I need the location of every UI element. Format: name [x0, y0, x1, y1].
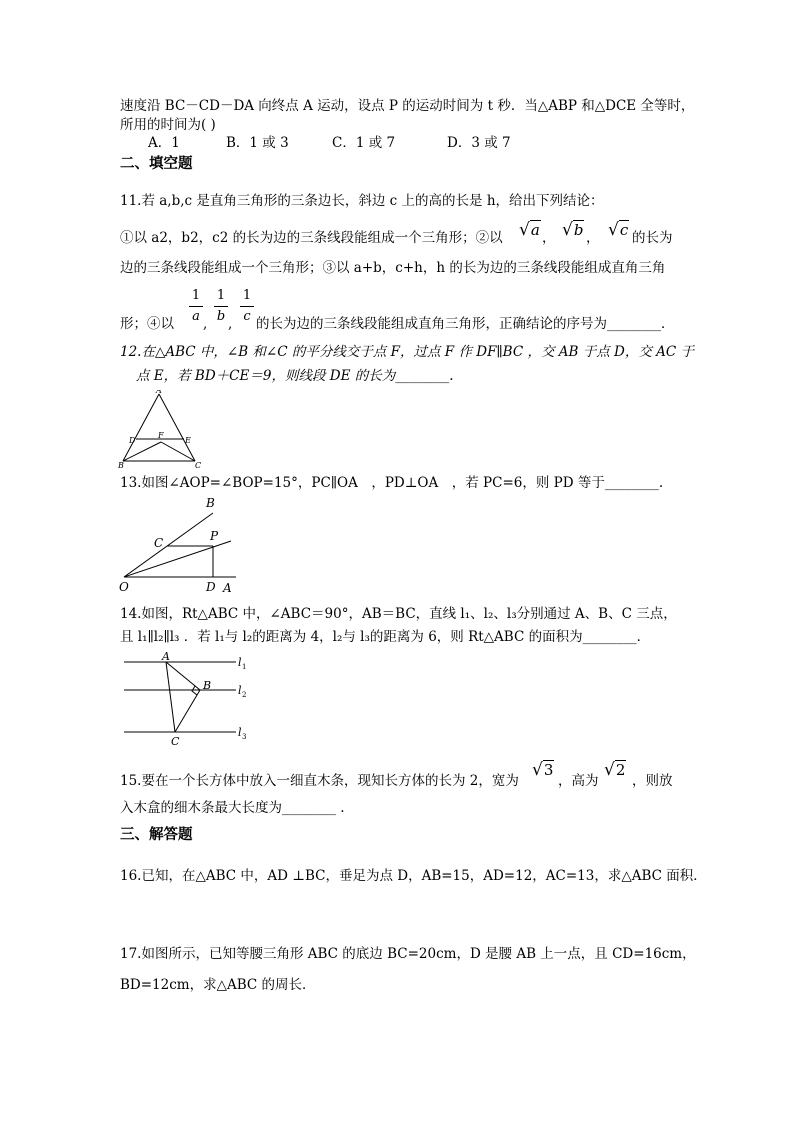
q14-label-b: B — [203, 679, 212, 692]
q14-side-bc — [175, 690, 200, 732]
q10-line2: 所用的时间为( ) — [120, 117, 216, 133]
q14-label-l1: l — [238, 656, 242, 669]
q10-line1: 速度沿 BC－CD－DA 向终点 A 运动，设点 P 的运动时间为 t 秒．当△ABP 和△DCE 全等时， — [120, 98, 695, 114]
q10-option-a: A．1 — [148, 135, 180, 151]
q11-sqrt-c: √c — [608, 220, 629, 240]
q12-label-b: B — [118, 461, 124, 470]
q15-line2: 入木盒的细木条最大长度为________ . — [120, 800, 345, 816]
q15-line1-c: ，则放 — [632, 773, 673, 789]
q11-line3: 边的三条线段能组成一个三角形；③以 a+b，c+h，h 的长为边的三条线段能组成直角三角 — [120, 260, 666, 276]
q16-text: 16.已知，在△ABC 中，AD ⊥BC，垂足为点 D，AB=15，AD=12，AC=13，求△ABC 面积． — [120, 868, 707, 884]
q12-triangle-figure — [116, 390, 206, 470]
q12-label-a: A — [156, 390, 162, 395]
q11-frac-b: 1 b — [214, 288, 228, 325]
q10-option-c: C．1 或 7 — [332, 135, 396, 151]
q11-comma-1: ， — [542, 230, 556, 246]
q12-label-f: F — [158, 431, 164, 440]
q10-option-d: D．3 或 7 — [447, 135, 511, 151]
worksheet-page: 速度沿 BC－CD－DA 向终点 A 运动，设点 P 的运动时间为 t 秒．当△ABP 和△DCE 全等时， 所用的时间为( ) A．1 B．1 或 3 C．1 或 7 D．3 或 7 二、填空题 11.若 a,b,c 是直角三角形的三条边长，斜边 c 上的高的长是 h，给出下列结论： ①以 a2，b2，c2 的长为边的三条线段能组成一个三角形；②以 √a ， √b ， √c 的长为 边的三条线段能组成一个三角形；③以 a+b，c+h，h 的长为边的三条线段能组成直角三角 1 a , 1 b , 1 c 形；④以 的长为边的三条线段能组成直角三角形，正确结论的序号为________． 12.在△ABC 中，∠B 和∠C 的平分线交于点 F，过点 F 作 DF∥BC ，交 AB 于点 D，交 AC 于 点 E，若 BD＋CE＝9，则线段 DE 的长为________. A D E F B C 13.如图∠AOP=∠BOP=15°，PC∥OA ，PD⊥OA ，若 PC=6，则 PD 等于________. O B C P D A 14.如图，Rt△ABC 中，∠ABC＝90°，AB＝BC，直线 l₁、l₂、l₃分别通过 A、B、C 三点， 且 l₁∥l₂∥l₃ ．若 l₁与 l₂的距离为 4，l₂与 l₃的距离为 6，则 Rt△ABC 的面积为________． A B C l l l 1 2 3 15.要在一个长方体中放入一细直木条，现知长方体的长为 2，宽为 √3 ，高为 √2 ，则放 入木盒的细木条最大长度为________ . 三、解答题 16.已知，在△ABC 中，AD ⊥BC，垂足为点 D，AB=15，AD=12，AC=13，求△ABC 面积． 17.如图所示，已知等腰三角形 ABC 的底边 BC=20cm，D 是腰 AB 上一点，且 CD=16cm， BD=12cm，求△ABC 的周长． — [118, 98, 707, 993]
q13-label-c: C — [154, 536, 164, 550]
q13-line1: 13.如图∠AOP=∠BOP=15°，PC∥OA ，PD⊥OA ，若 PC=6，则 PD 等于________. — [120, 475, 664, 491]
q13-label-o: O — [119, 580, 129, 594]
q14-label-c: C — [171, 735, 180, 748]
q11-frac-c: 1 c — [240, 288, 254, 325]
q13-label-a: A — [223, 581, 232, 595]
q12-label-c: C — [195, 461, 202, 470]
q11-line1: 11.若 a,b,c 是直角三角形的三条边长，斜边 c 上的高的长是 h，给出下列结论： — [120, 193, 604, 209]
q10-option-b: B．1 或 3 — [226, 135, 289, 151]
q17-line2: BD=12cm，求△ABC 的周长． — [120, 977, 316, 993]
q14-side-ab — [166, 662, 200, 690]
q11-line2-b: 的长为 — [632, 230, 673, 246]
q14-sub-1: 1 — [242, 663, 247, 671]
section-answer-title: 三、解答题 — [120, 827, 193, 843]
q14-line2: 且 l₁∥l₂∥l₃ ．若 l₁与 l₂的距离为 4，l₂与 l₃的距离为 6，则 Rt△ABC 的面积为________． — [120, 629, 651, 645]
q14-label-l2: l — [238, 684, 242, 697]
q14-sub-2: 2 — [242, 691, 247, 699]
q11-sqrt-b: √b — [562, 220, 584, 240]
q11-comma-2: ， — [586, 230, 600, 246]
q12-side-ab — [123, 394, 159, 461]
q13-label-p: P — [210, 529, 219, 543]
q12-label-d: D — [129, 436, 136, 445]
q15-sqrt-2: √2 — [604, 760, 626, 780]
q15-line1-b: ，高为 — [558, 773, 599, 789]
q14-label-l3: l — [238, 726, 242, 739]
q13-ray-ob — [124, 513, 213, 577]
section-fill-in-title: 二、填空题 — [120, 156, 193, 172]
q11-sqrt-a: √a — [519, 220, 540, 240]
q15-line1-a: 15.要在一个长方体中放入一细直木条，现知长方体的长为 2，宽为 — [120, 773, 519, 789]
q12-line2: 点 E，若 BD＋CE＝9，则线段 DE 的长为________. — [136, 368, 454, 384]
q11-frac-a: 1 a — [189, 288, 203, 325]
q12-label-e: E — [185, 436, 191, 445]
q13-label-b: B — [206, 496, 215, 510]
q13-label-d: D — [206, 580, 216, 594]
q14-side-ac — [166, 662, 175, 732]
q14-line1: 14.如图，Rt△ABC 中，∠ABC＝90°，AB＝BC，直线 l₁、l₂、l₃分别通过 A、B、C 三点， — [120, 606, 677, 622]
q11-line2-a: ①以 a2，b2，c2 的长为边的三条线段能组成一个三角形；②以 — [120, 230, 503, 246]
q12-line1: 12.在△ABC 中，∠B 和∠C 的平分线交于点 F，过点 F 作 DF∥BC ，交 AB 于点 D，交 AC 于 — [120, 344, 694, 360]
q15-sqrt-3: √3 — [532, 760, 554, 780]
q13-angle-figure — [116, 495, 246, 595]
q11-line4-b: 的长为边的三条线段能组成直角三角形，正确结论的序号为________． — [256, 316, 675, 332]
q14-sub-3: 3 — [242, 733, 247, 741]
q17-line1: 17.如图所示，已知等腰三角形 ABC 的底边 BC=20cm，D 是腰 AB 上一点，且 CD=16cm， — [120, 946, 696, 962]
q14-parallel-lines-figure — [116, 648, 256, 748]
q14-label-a: A — [162, 650, 170, 663]
q11-line4-a: 形；④以 — [120, 316, 174, 332]
